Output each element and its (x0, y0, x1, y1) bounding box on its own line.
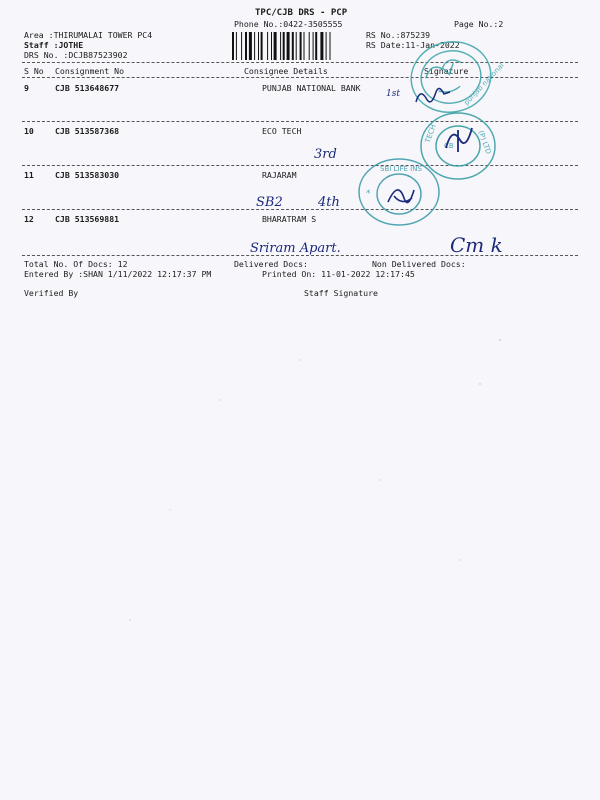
barcode-image (232, 32, 358, 60)
row-consignee: ECO TECH (262, 126, 302, 136)
entered-by: Entered By :SHAN 1/11/2022 12:17:37 PM (24, 269, 212, 279)
phone-number: Phone No.:0422-3505555 (234, 19, 343, 29)
row-consignment-no: CJB 513648677 (55, 83, 120, 93)
svg-text:TECH: TECH (423, 123, 438, 144)
svg-text:Sriram Apart.: Sriram Apart. (250, 241, 341, 256)
drs-number: DRS No. :DCJB87523902 (24, 50, 128, 60)
handwritten-note (246, 232, 386, 262)
handwritten-note (312, 136, 352, 166)
document-title: TPC/CJB DRS - PCP (255, 8, 348, 18)
svg-text:punjab national: punjab national (462, 61, 506, 107)
column-header-consignment: Consignment No (55, 66, 125, 76)
total-docs: Total No. Of Docs: 12 (24, 259, 128, 269)
svg-text:(P) LTD: (P) LTD (476, 129, 493, 156)
verified-by-label: Verified By (24, 288, 79, 298)
svg-text:1st: 1st (386, 89, 400, 99)
row-consignment-no: CJB 513587368 (55, 126, 120, 136)
handwritten-signature (380, 178, 420, 218)
printed-on: Printed On: 11-01-2022 12:17:45 (262, 269, 415, 279)
handwritten-signature (446, 228, 546, 262)
row-sno: 11 (24, 170, 34, 180)
svg-text:CB: CB (444, 142, 454, 150)
svg-text:3rd: 3rd (314, 147, 337, 162)
row-consignee: PUNJAB NATIONAL BANK (262, 83, 361, 93)
svg-text:4th: 4th (318, 195, 340, 210)
staff-label: Staff :JOTHE (24, 40, 84, 50)
svg-text:SBI LIFE INS: SBI LIFE INS (380, 165, 422, 173)
row-consignee: RAJARAM (262, 170, 297, 180)
delivered-docs: Delivered Docs: (234, 259, 308, 269)
page-number: Page No.:2 (454, 19, 504, 29)
row-sno: 9 (24, 83, 29, 93)
svg-text:*: * (366, 189, 371, 199)
rs-date: RS Date:11-Jan-2022 (366, 40, 460, 50)
non-delivered-docs: Non Delivered Docs: (372, 259, 466, 269)
row-consignment-no: CJB 513583030 (55, 170, 120, 180)
row-consignee: BHARATRAM S (262, 214, 317, 224)
svg-text:Cm k: Cm k (450, 233, 503, 257)
handwritten-signature (380, 80, 460, 110)
rs-number: RS No.:875239 (366, 30, 431, 40)
row-sno: 12 (24, 214, 34, 224)
row-sno: 10 (24, 126, 34, 136)
column-header-consignee: Consignee Details (244, 66, 328, 76)
handwritten-signature (440, 120, 480, 160)
area-label: Area :THIRUMALAI TOWER PC4 (24, 30, 153, 40)
row-consignment-no: CJB 513569881 (55, 214, 120, 224)
scan-noise (0, 300, 600, 800)
column-header-sno: S No (24, 66, 44, 76)
handwritten-note (252, 184, 372, 214)
staff-signature-label: Staff Signature (304, 288, 378, 298)
svg-text:SB2: SB2 (256, 195, 283, 210)
column-header-signature: Signature (424, 66, 469, 76)
